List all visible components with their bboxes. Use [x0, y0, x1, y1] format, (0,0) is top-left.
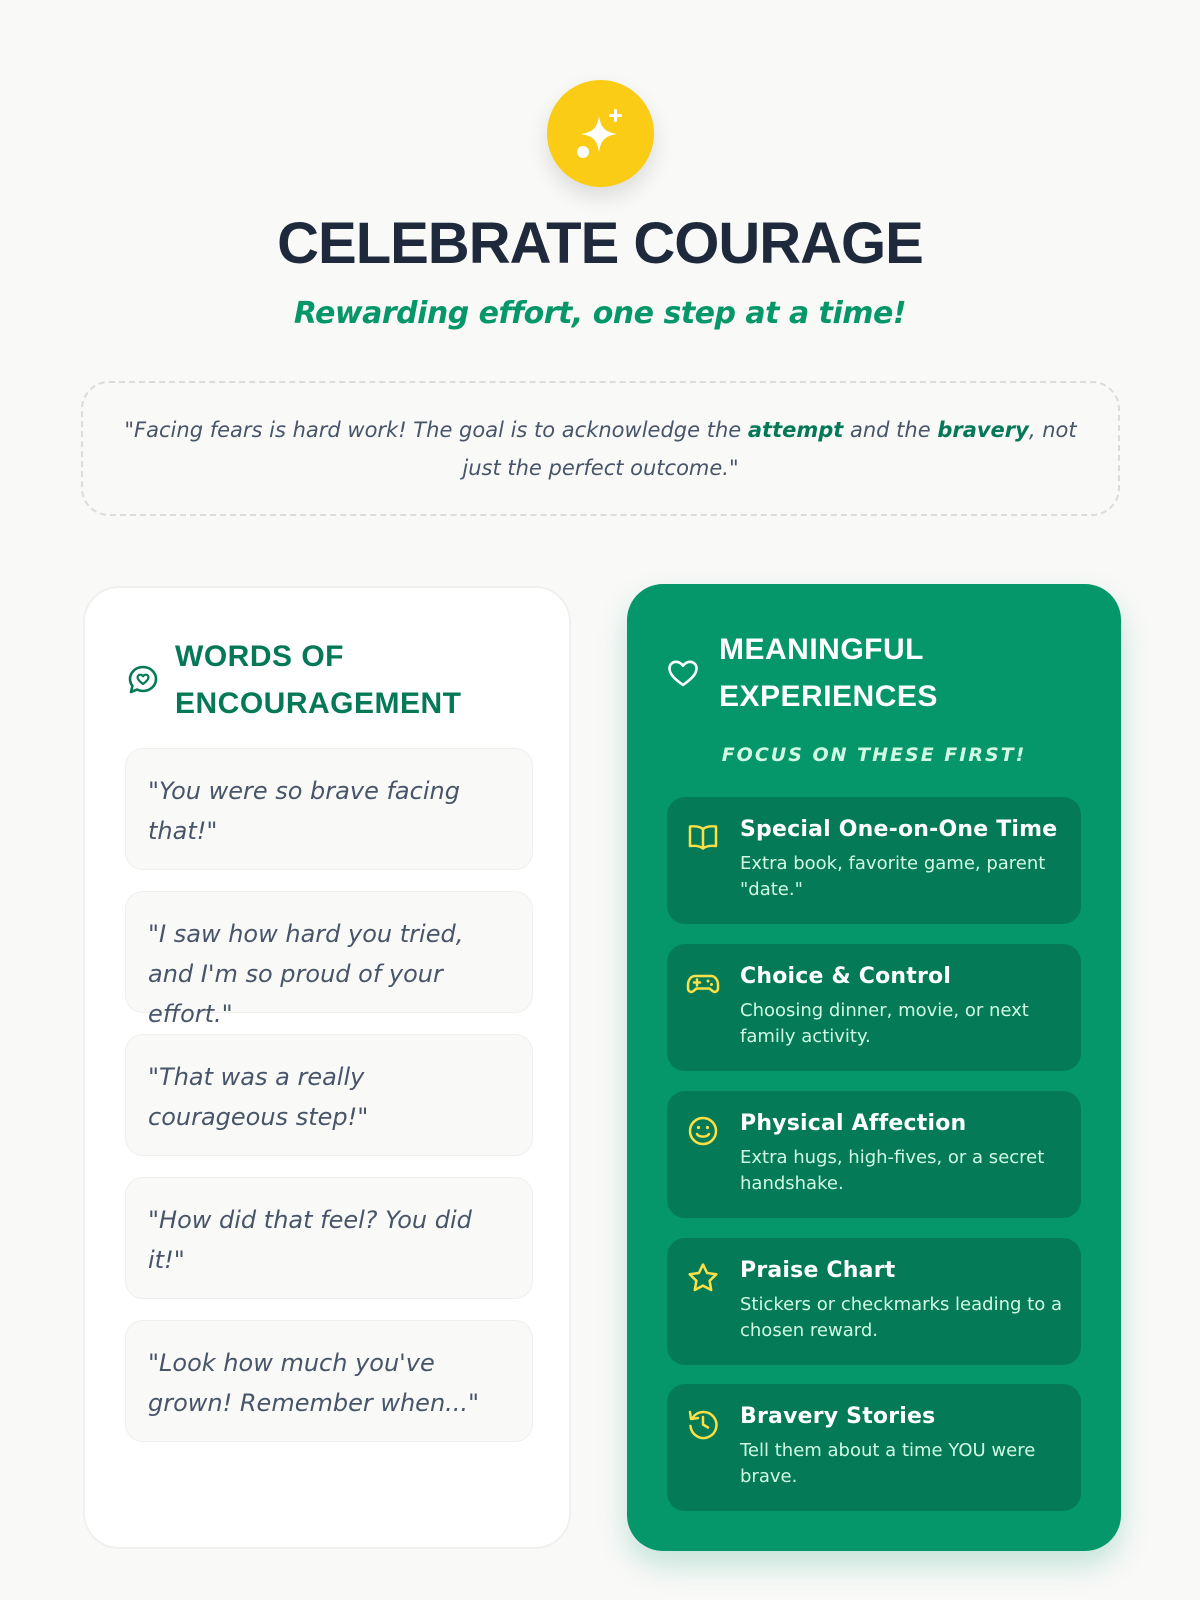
experiences-card [627, 584, 1121, 1551]
quote-emphasis-bravery: bravery [937, 417, 1029, 442]
experience-title: Bravery Stories [740, 1404, 936, 1429]
experience-item [667, 1238, 1081, 1365]
experience-item [667, 944, 1081, 1071]
experience-desc: Tell them about a time YOU were brave. [740, 1440, 1036, 1487]
encouragement-phrase: "That was a really courageous step!" [125, 1034, 533, 1156]
experience-item [667, 797, 1081, 924]
encouragement-phrase: "Look how much you've grown! Remember when..." [125, 1320, 533, 1442]
page-title: CELEBRATE COURAGE [277, 211, 923, 276]
encouragement-phrase: "How did that feel? You did it!" [125, 1177, 533, 1299]
gamepad-icon [685, 966, 721, 1002]
focus-label: FOCUS ON THESE FIRST! [721, 744, 1027, 766]
experiences-title: MEANINGFUL EXPERIENCES [719, 633, 938, 713]
star-icon [685, 1260, 721, 1296]
book-open-icon [685, 819, 721, 855]
smile-icon [685, 1113, 721, 1149]
words-title: WORDS OF ENCOURAGEMENT [175, 640, 462, 720]
experience-item [667, 1384, 1081, 1511]
quote-emphasis-attempt: attempt [747, 417, 844, 442]
experience-title: Choice & Control [740, 964, 952, 989]
intro-quote-text [113, 411, 1088, 487]
encouragement-phrase: "You were so brave facing that!" [125, 748, 533, 870]
sparkles-badge [547, 80, 654, 187]
message-heart-icon [125, 662, 161, 698]
experience-desc: Extra book, favorite game, parent "date." [740, 853, 1046, 900]
experience-desc: Extra hugs, high-fives, or a secret handshake. [740, 1147, 1045, 1194]
quote-text-part: "Facing fears is hard work! The goal is to acknowledge the [124, 417, 748, 442]
experiences-header [665, 626, 1085, 720]
history-icon [685, 1406, 721, 1442]
words-card [83, 586, 571, 1549]
quote-text-part: , not just the perfect outcome." [462, 417, 1077, 480]
words-header [125, 633, 545, 727]
experience-item [667, 1091, 1081, 1218]
intro-quote [81, 381, 1120, 516]
experience-title: Praise Chart [740, 1258, 896, 1283]
experience-title: Physical Affection [740, 1111, 967, 1136]
sparkles-icon [573, 106, 629, 162]
quote-text-part: and the [843, 417, 938, 442]
page-subtitle: Rewarding effort, one step at a time! [293, 296, 907, 331]
experience-desc: Choosing dinner, movie, or next family activity. [740, 1000, 1029, 1047]
experience-title: Special One-on-One Time [740, 817, 1058, 842]
encouragement-phrase: "I saw how hard you tried, and I'm so proud of your effort." [125, 891, 533, 1013]
experience-desc: Stickers or checkmarks leading to a chosen reward. [740, 1294, 1062, 1341]
heart-icon [665, 655, 701, 691]
